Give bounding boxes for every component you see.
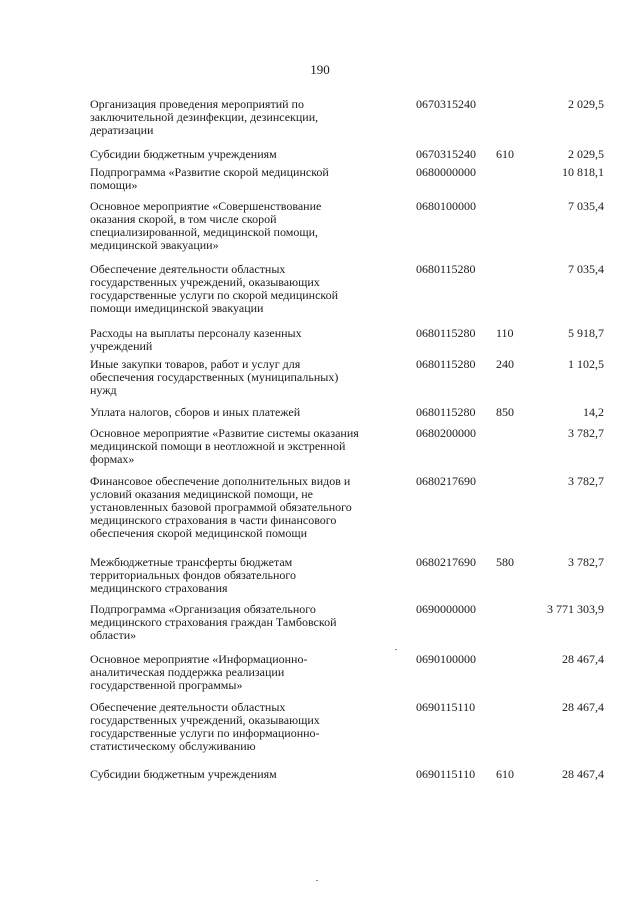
- description-line: Основное мероприятие «Совершенствование: [90, 199, 322, 213]
- row-description: [90, 653, 390, 692]
- target-code: 0680217690: [416, 555, 476, 569]
- description-line: государственные услуги по информационно-: [90, 726, 320, 740]
- description-line: медицинской помощи в неотложной и экстренной: [90, 439, 346, 453]
- target-code: 0680100000: [416, 199, 476, 213]
- amount: 2 029,5: [568, 147, 604, 161]
- description-line: формах»: [90, 452, 135, 466]
- description-line: Подпрограмма «Развитие скорой медицинской: [90, 165, 329, 179]
- row-description: [90, 556, 390, 595]
- expense-type: 110: [496, 326, 514, 340]
- description-line: учреждений: [90, 339, 153, 353]
- amount: 28 467,4: [562, 700, 604, 714]
- amount: 7 035,4: [568, 262, 604, 276]
- description-line: государственных учреждений, оказывающих: [90, 275, 320, 289]
- description-line: помощи имедицинской эвакуации: [90, 301, 264, 315]
- description-line: области»: [90, 628, 137, 642]
- description-line: дератизации: [90, 123, 154, 137]
- target-code: 0690000000: [416, 602, 476, 616]
- row-description: [90, 603, 390, 642]
- description-line: Обеспечение деятельности областных: [90, 700, 286, 714]
- description-line: медицинского страхования: [90, 581, 228, 595]
- description-line: оказания скорой, в том числе скорой: [90, 212, 277, 226]
- amount: 3 782,7: [568, 474, 604, 488]
- description-line: медицинского страхования в части финансового: [90, 513, 337, 527]
- target-code: 0680115280: [416, 326, 476, 340]
- row-description: [90, 200, 390, 252]
- target-code: 0680115280: [416, 357, 476, 371]
- description-line: Финансовое обеспечение дополнительных видов и: [90, 474, 351, 488]
- description-line: Организация проведения мероприятий по: [90, 97, 304, 111]
- amount: 1 102,5: [568, 357, 604, 371]
- description-line: помощи»: [90, 178, 138, 192]
- description-line: медицинской эвакуации»: [90, 238, 219, 252]
- expense-type: 580: [496, 555, 514, 569]
- expense-type: 610: [496, 147, 514, 161]
- row-description: [90, 475, 390, 540]
- row-description: [90, 148, 390, 161]
- description-line: Уплата налогов, сборов и иных платежей: [90, 405, 301, 419]
- amount: 28 467,4: [562, 652, 604, 666]
- description-line: Иные закупки товаров, работ и услуг для: [90, 357, 301, 371]
- target-code: 0680000000: [416, 165, 476, 179]
- row-description: [90, 98, 390, 137]
- page-number: 190: [310, 62, 330, 77]
- amount: 5 918,7: [568, 326, 604, 340]
- description-line: специализированной, медицинской помощи,: [90, 225, 318, 239]
- row-description: [90, 427, 390, 466]
- description-line: статистическому обслуживанию: [90, 739, 256, 753]
- description-line: государственные услуги по скорой медицинской: [90, 288, 339, 302]
- row-description: [90, 768, 390, 781]
- target-code: 0680217690: [416, 474, 476, 488]
- description-line: Основное мероприятие «Развитие системы оказания: [90, 426, 359, 440]
- description-line: аналитическая поддержка реализации: [90, 665, 285, 679]
- row-description: [90, 406, 390, 419]
- description-line: установленных базовой программой обязательного: [90, 500, 352, 514]
- description-line: Расходы на выплаты персоналу казенных: [90, 326, 302, 340]
- amount: 10 818,1: [562, 165, 604, 179]
- amount: 7 035,4: [568, 199, 604, 213]
- expense-type: 240: [496, 357, 514, 371]
- amount: 3 782,7: [568, 426, 604, 440]
- description-line: Субсидии бюджетным учреждениям: [90, 767, 277, 781]
- amount: 3 782,7: [568, 555, 604, 569]
- description-line: Подпрограмма «Организация обязательного: [90, 602, 316, 616]
- description-line: Межбюджетные трансферты бюджетам: [90, 555, 293, 569]
- description-line: обеспечения государственных (муниципальных): [90, 370, 339, 384]
- amount: 14,2: [583, 405, 604, 419]
- description-line: медицинского страхования граждан Тамбовской: [90, 615, 337, 629]
- description-line: государственных учреждений, оказывающих: [90, 713, 320, 727]
- target-code: 0690115110: [416, 767, 476, 781]
- target-code: 0690100000: [416, 652, 476, 666]
- scan-speck: [395, 649, 397, 650]
- row-description: [90, 358, 390, 397]
- description-line: заключительной дезинфекции, дезинсекции,: [90, 110, 319, 124]
- target-code: 0680115280: [416, 262, 476, 276]
- amount: 3 771 303,9: [547, 602, 604, 616]
- amount: 2 029,5: [568, 97, 604, 111]
- target-code: 0690115110: [416, 700, 476, 714]
- description-line: Субсидии бюджетным учреждениям: [90, 147, 277, 161]
- description-line: государственной программы»: [90, 678, 243, 692]
- description-line: обеспечения скорой медицинской помощи: [90, 526, 308, 540]
- description-line: Обеспечение деятельности областных: [90, 262, 286, 276]
- target-code: 0670315240: [416, 97, 476, 111]
- target-code: 0670315240: [416, 147, 476, 161]
- row-description: [90, 263, 390, 315]
- row-description: [90, 166, 390, 192]
- description-line: Основное мероприятие «Информационно-: [90, 652, 308, 666]
- row-description: [90, 327, 390, 353]
- target-code: 0680115280: [416, 405, 476, 419]
- amount: 28 467,4: [562, 767, 604, 781]
- target-code: 0680200000: [416, 426, 476, 440]
- description-line: условий оказания медицинской помощи, не: [90, 487, 313, 501]
- expense-type: 610: [496, 767, 514, 781]
- description-line: нужд: [90, 383, 117, 397]
- scan-speck: [316, 880, 318, 881]
- description-line: территориальных фондов обязательного: [90, 568, 297, 582]
- expense-type: 850: [496, 405, 514, 419]
- row-description: [90, 701, 390, 753]
